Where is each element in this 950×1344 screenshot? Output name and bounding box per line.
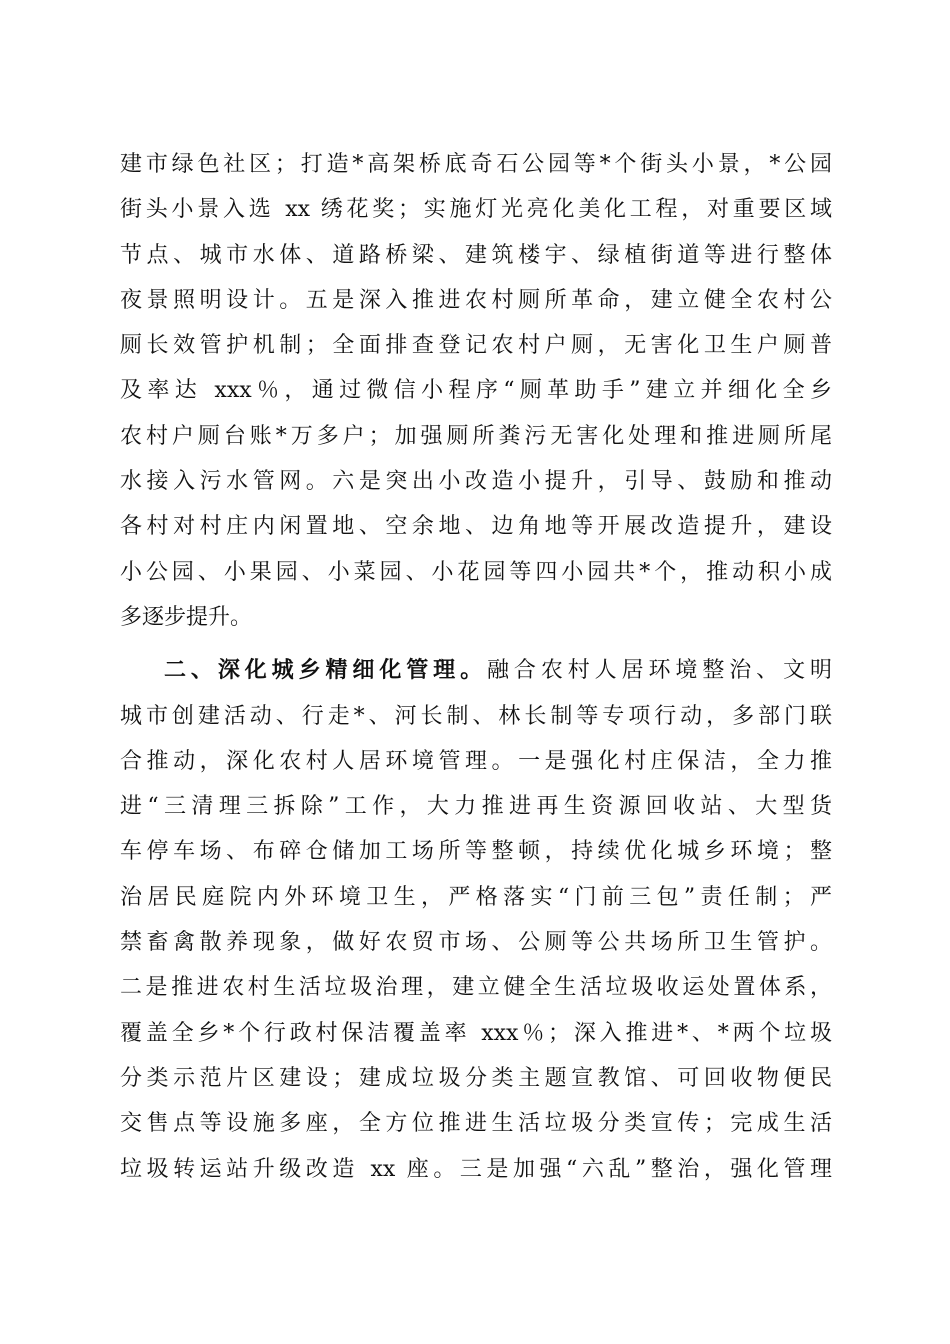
text-line: 街头小景入选 xx 绣花奖；实施灯光亮化美化工程，对重要区域: [120, 197, 832, 223]
text-line: 交售点等设施多座，全方位推进生活垃圾分类宣传；完成生活: [120, 1111, 832, 1137]
text-line: 及率达 xxx％，通过微信小程序“厕革助手”建立并细化全乡: [120, 378, 832, 404]
text-line: 农村户厕台账*万多户；加强厕所粪污无害化处理和推进厕所尾: [120, 423, 832, 449]
text-line: 治居民庭院内外环境卫生，严格落实“门前三包”责任制；严: [120, 884, 832, 910]
text-line: 建市绿色社区；打造*高架桥底奇石公园等*个街头小景，*公园: [120, 152, 832, 177]
text-line: 厕长效管护机制；全面排查登记农村户厕，无害化卫生户厕普: [120, 333, 832, 359]
section-heading: 二、深化城乡精细化管理。: [164, 658, 487, 684]
text-line-with-heading: [120, 648, 832, 693]
text-line: 进“三清理三拆除”工作，大力推进再生资源回收站、大型货: [120, 794, 832, 820]
text-line: 分类示范片区建设；建成垃圾分类主题宣教馆、可回收物便民: [120, 1065, 832, 1091]
text-line: 小公园、小果园、小菜园、小花园等四小园共*个，推动积小成: [120, 559, 832, 585]
text-line: 节点、城市水体、道路桥梁、建筑楼宇、绿植街道等进行整体: [120, 242, 832, 268]
text-line: 多逐步提升。: [120, 604, 253, 630]
text-line: 二是推进农村生活垃圾治理，建立健全生活垃圾收运处置体系，: [120, 975, 832, 1001]
text-line: 垃圾转运站升级改造 xx 座。三是加强“六乱”整治，强化管理: [120, 1156, 832, 1182]
text-line: 城市创建活动、行走*、河长制、林长制等专项行动，多部门联: [120, 703, 832, 729]
text-line: 禁畜禽散养现象，做好农贸市场、公厕等公共场所卫生管护。: [120, 930, 832, 956]
text-line: 各村对村庄内闲置地、空余地、边角地等开展改造提升，建设: [120, 514, 832, 540]
text-line: 夜景照明设计。五是深入推进农村厕所革命，建立健全农村公: [120, 287, 832, 313]
paragraph-1: [120, 142, 832, 640]
text-line: 水接入污水管网。六是突出小改造小提升，引导、鼓励和推动: [120, 469, 832, 495]
paragraph-2: [120, 648, 832, 1192]
text-line-rest: 融合农村人居环境整治、文明: [487, 658, 832, 684]
paragraph-gap: [120, 640, 832, 648]
text-line: 车停车场、布碎仓储加工场所等整顿，持续优化城乡环境；整: [120, 839, 832, 865]
document-page: [120, 142, 832, 1192]
text-line: 合推动，深化农村人居环境管理。一是强化村庄保洁，全力推: [120, 748, 832, 774]
text-line: 覆盖全乡*个行政村保洁覆盖率 xxx％；深入推进*、*两个垃圾: [120, 1020, 832, 1046]
